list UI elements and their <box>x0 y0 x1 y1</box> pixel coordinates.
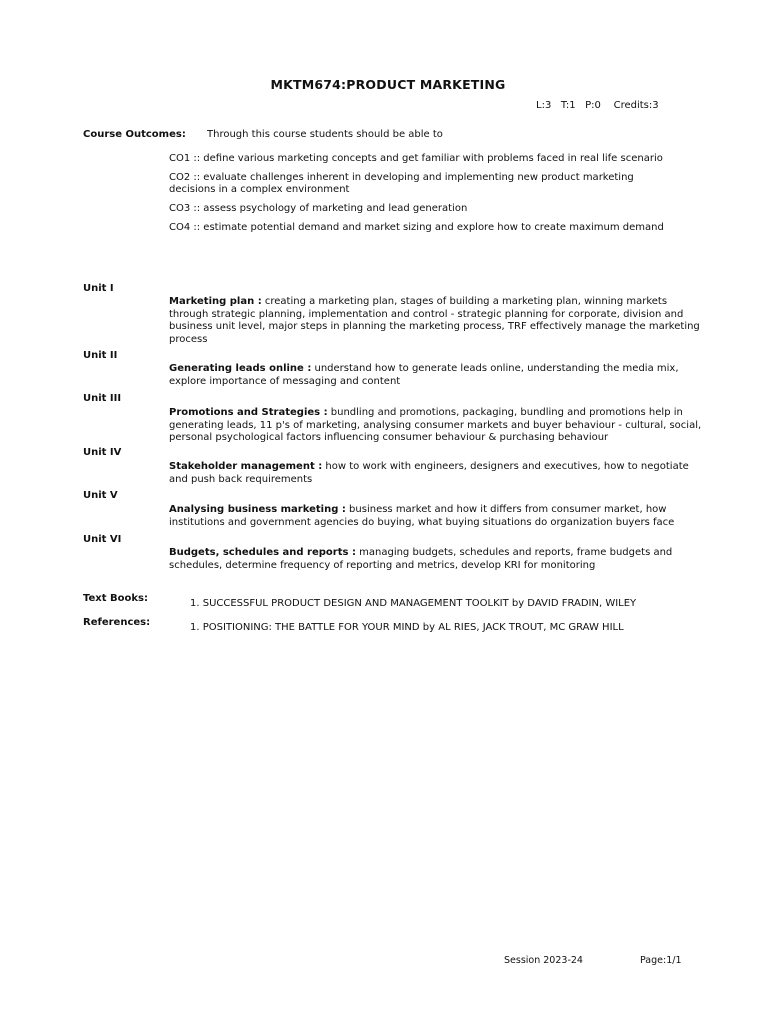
references-label: References: <box>83 617 151 628</box>
course-outcome-item: CO1 :: define various marketing concepts and get familiar with problems faced in real life scenario <box>169 153 663 164</box>
unit-text: business market and how it differs from consumer market, how institutions and government agencies do buying, what buying situations do organization buyers face <box>169 504 675 528</box>
unit-heading: Stakeholder management : <box>169 461 323 472</box>
unit-text: understand how to generate leads online, understanding the media mix, explore importance of messaging and content <box>169 363 679 387</box>
unit-description <box>169 296 709 346</box>
unit-text: managing budgets, schedules and reports, frame budgets and schedules, determine frequency of reporting and metrics, develop KRI for monitoring <box>169 547 673 571</box>
unit-label: Unit IV <box>83 447 122 458</box>
session-label: Session 2023-24 <box>504 955 583 966</box>
course-outcomes-intro: Through this course students should be able to <box>207 129 443 140</box>
course-outcome-item: CO4 :: estimate potential demand and market sizing and explore how to create maximum demand <box>169 222 664 233</box>
course-outcomes-list <box>169 153 669 241</box>
course-outcome-item: CO3 :: assess psychology of marketing and lead generation <box>169 203 468 214</box>
credits-line: L:3 T:1 P:0 Credits:3 <box>536 100 659 111</box>
unit-label: Unit V <box>83 490 118 501</box>
course-outcomes-label: Course Outcomes: <box>83 129 186 140</box>
unit-label: Unit VI <box>83 534 122 545</box>
unit-heading: Analysing business marketing : <box>169 504 346 515</box>
unit-label: Unit III <box>83 393 122 404</box>
unit-description <box>169 504 709 529</box>
unit-description <box>169 363 709 388</box>
unit-description <box>169 461 709 486</box>
unit-heading: Marketing plan : <box>169 296 262 307</box>
unit-text: creating a marketing plan, stages of building a marketing plan, winning markets through strategic planning, implementation and control - strategic planning for corporate, division and business unit level, major steps in planning the marketing process, TRF effectively manage the marketing process <box>169 296 700 345</box>
text-book-item: 1. SUCCESSFUL PRODUCT DESIGN AND MANAGEMENT TOOLKIT by DAVID FRADIN, WILEY <box>190 598 637 609</box>
unit-label: Unit I <box>83 283 114 294</box>
unit-heading: Budgets, schedules and reports : <box>169 547 356 558</box>
unit-heading: Generating leads online : <box>169 363 312 374</box>
document-title: MKTM674:PRODUCT MARKETING <box>270 77 506 92</box>
course-outcome-item: CO2 :: evaluate challenges inherent in developing and implementing new product marketing decisions in a complex environment <box>169 172 634 195</box>
page-number: Page:1/1 <box>640 955 682 966</box>
unit-text: how to work with engineers, designers and executives, how to negotiate and push back requirements <box>169 461 689 485</box>
unit-description <box>169 407 709 445</box>
unit-description <box>169 547 709 572</box>
reference-item: 1. POSITIONING: THE BATTLE FOR YOUR MIND by AL RIES, JACK TROUT, MC GRAW HILL <box>190 622 624 633</box>
unit-text: bundling and promotions, packaging, bundling and promotions help in generating leads, 11 p's of marketing, analysing consumer markets and buyer behaviour - cultural, social, personal psychological factors influencing consumer behaviour & purchasing behaviour <box>169 407 702 443</box>
unit-label: Unit II <box>83 350 118 361</box>
text-books-label: Text Books: <box>83 593 148 604</box>
unit-heading: Promotions and Strategies : <box>169 407 328 418</box>
